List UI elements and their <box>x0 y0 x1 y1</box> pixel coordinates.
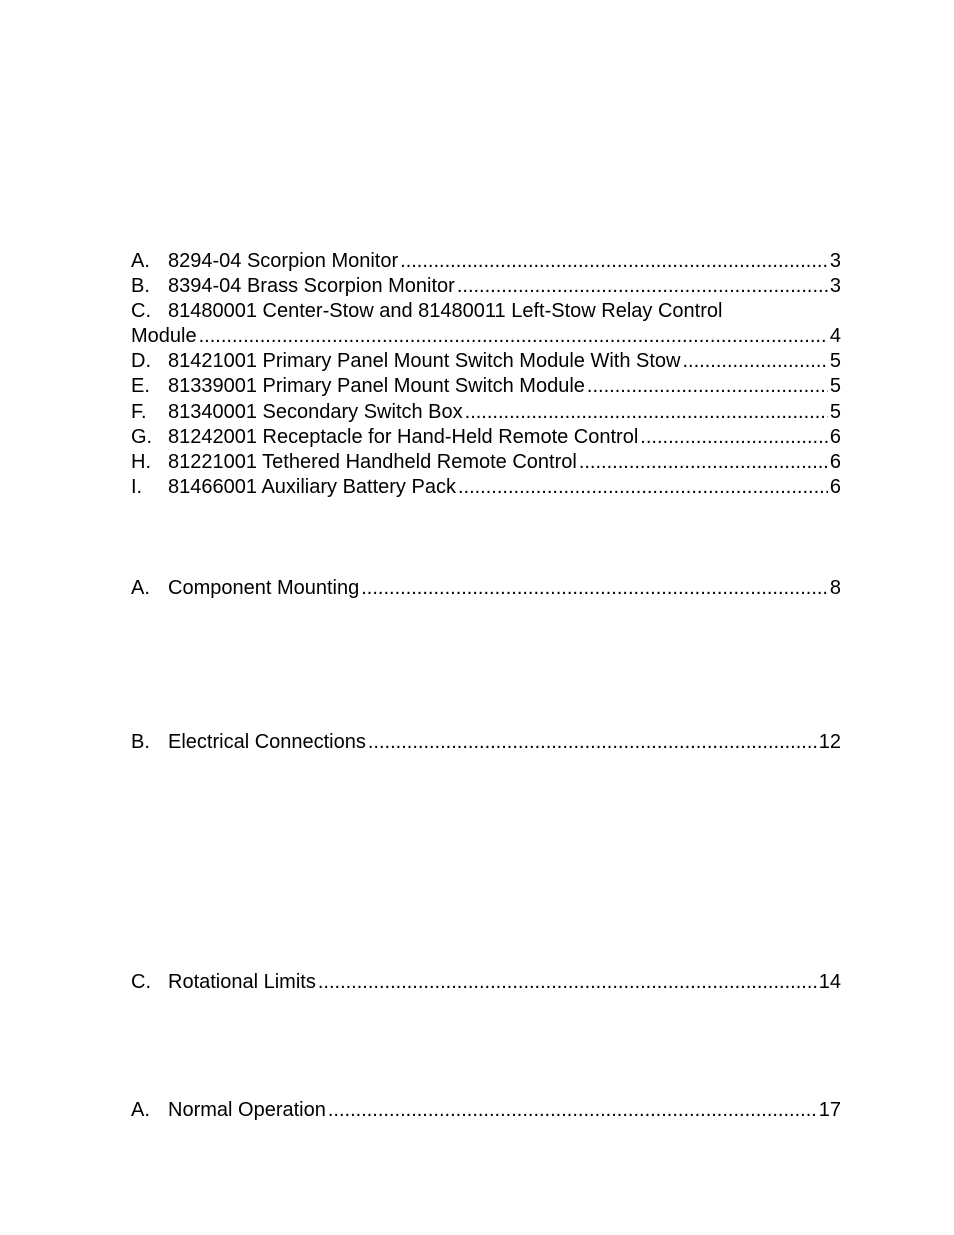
dot-leader <box>328 1098 817 1123</box>
toc-entry-page: 17 <box>818 1099 841 1121</box>
toc-entry-handheld-remote[interactable] <box>131 450 841 475</box>
toc-entry-letter: G. <box>131 426 153 448</box>
toc-entry-page: 6 <box>829 451 841 473</box>
toc-entry-title: 81466001 Auxiliary Battery Pack <box>168 476 456 498</box>
dot-leader <box>457 274 828 299</box>
toc-entry-normal-operation[interactable] <box>131 1098 841 1123</box>
toc-entry-page: 8 <box>829 577 841 599</box>
toc-entry-letter: A. <box>131 250 150 272</box>
toc-entry-letter: C. <box>131 971 151 993</box>
toc-entry-letter: D. <box>131 350 151 372</box>
toc-entry-scorpion-monitor[interactable] <box>131 249 841 274</box>
toc-entry-brass-scorpion-monitor[interactable] <box>131 274 841 299</box>
toc-entry-battery-pack[interactable] <box>131 475 841 500</box>
toc-entry-letter: I. <box>131 476 143 498</box>
toc-entry-page: 3 <box>829 250 841 272</box>
dot-leader <box>368 730 817 755</box>
toc-entry-title: Electrical Connections <box>168 731 366 753</box>
toc-entry-switch-module-with-stow[interactable] <box>131 349 841 374</box>
toc-entry-switch-module[interactable] <box>131 374 841 399</box>
toc-entry-page: 6 <box>829 426 841 448</box>
toc-entry-relay-control-line2[interactable] <box>131 324 841 349</box>
toc-entry-letter: B. <box>131 731 150 753</box>
toc-entry-page: 5 <box>829 375 841 397</box>
toc-entry-page: 3 <box>829 275 841 297</box>
toc-entry-title-continued: Module <box>131 325 197 347</box>
toc-entry-letter: E. <box>131 375 150 397</box>
dot-leader <box>318 970 817 995</box>
toc-entry-page: 12 <box>818 731 841 753</box>
dot-leader <box>361 576 828 601</box>
toc-entry-page: 5 <box>829 350 841 372</box>
toc-entry-page: 5 <box>829 401 841 423</box>
toc-entry-title: 8394-04 Brass Scorpion Monitor <box>168 275 455 297</box>
dot-leader <box>682 349 827 374</box>
dot-leader <box>458 475 828 500</box>
toc-entry-page: 4 <box>829 325 841 347</box>
toc-entry-page: 6 <box>829 476 841 498</box>
dot-leader <box>587 374 828 399</box>
dot-leader <box>640 425 828 450</box>
toc-entry-relay-control-line1[interactable] <box>131 299 841 324</box>
toc-entry-title: 81221001 Tethered Handheld Remote Control <box>168 451 577 473</box>
toc-entry-title: Component Mounting <box>168 577 360 599</box>
toc-entry-secondary-switch-box[interactable] <box>131 400 841 425</box>
toc-entry-electrical-connections[interactable] <box>131 730 841 755</box>
toc-entry-letter: A. <box>131 577 150 599</box>
toc-entry-letter: A. <box>131 1099 150 1121</box>
toc-entry-title: Normal Operation <box>168 1099 326 1121</box>
dot-leader <box>400 249 828 274</box>
dot-leader <box>465 400 828 425</box>
toc-entry-title: 81340001 Secondary Switch Box <box>168 401 463 423</box>
toc-entry-receptacle[interactable] <box>131 425 841 450</box>
toc-entry-title: Rotational Limits <box>168 971 316 993</box>
toc-entry-title: 81421001 Primary Panel Mount Switch Module With Stow <box>168 350 681 372</box>
toc-entry-letter: H. <box>131 451 151 473</box>
toc-entry-component-mounting[interactable] <box>131 576 841 601</box>
toc-entry-letter: F. <box>131 401 147 423</box>
toc-entry-rotational-limits[interactable] <box>131 970 841 995</box>
toc-entry-title: 81242001 Receptacle for Hand-Held Remote Control <box>168 426 639 448</box>
toc-entry-letter: B. <box>131 275 150 297</box>
toc-entry-letter: C. <box>131 300 151 322</box>
toc-entry-title: 81480001 Center-Stow and 81480011 Left-Stow Relay Control <box>168 300 723 322</box>
toc-entry-title: 8294-04 Scorpion Monitor <box>168 250 399 272</box>
toc-entry-title: 81339001 Primary Panel Mount Switch Module <box>168 375 585 397</box>
dot-leader <box>199 324 828 349</box>
dot-leader <box>579 450 828 475</box>
toc-entry-page: 14 <box>818 971 841 993</box>
